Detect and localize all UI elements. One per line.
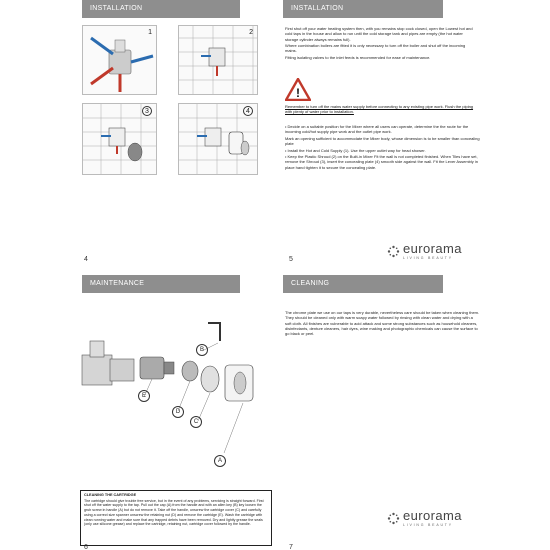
page-number: 7 — [289, 544, 293, 550]
intro-paragraph: First shut off your water heating system then, with you remains stop cock closed, open the Lowest hot and cold taps in the house and allow to run until the cold storage tank and pipes are empty (the hot water storage cylinder always remains full). — [285, 26, 473, 42]
page-number: 5 — [289, 256, 293, 263]
warning-triangle-icon — [285, 78, 311, 106]
brand-name: eurorama — [403, 508, 462, 523]
svg-text:!: ! — [296, 86, 300, 100]
intro-text — [285, 26, 475, 61]
section-header: MAINTENANCE — [82, 275, 240, 293]
installation-figure-3 — [82, 103, 157, 175]
installation-figure-4 — [178, 103, 258, 175]
cleaning-box-text: The cartridge should give trouble free service, but in the event of any problems, servicing is straight forward. First shut off the water supply to the tap. Pull out the cap (A) from the handle and with an allen key (B) key loosen the grub screw in handle (A) but do not remove it. Take off the handle, unscrew the cartridge cover (C) and carefully using a correct size spanner unscrew the retaining nut (D) and remove the cartridge (E). Wash the cartridge with clean running water and make sure that any trapped debris have been removed. Dry and lightly grease the seals (only use silicone grease) and replace the cartridge, retaining nut, cartridge cover followed by the handle. — [84, 498, 264, 527]
installation-figure-2 — [178, 25, 258, 95]
part-label-e: E — [138, 390, 150, 402]
intro-paragraph: Where combination boilers are fitted it is only necessary to turn off the boiler and shut off the incoming mains. — [285, 43, 466, 54]
cleaning-cartridge-box — [80, 490, 272, 546]
cleaning-box-title: CLEANING THE CARTRIDGE — [84, 493, 137, 497]
installation-figure-1 — [82, 25, 157, 95]
brand-mark-icon — [387, 512, 400, 525]
part-label-d: D — [172, 406, 184, 418]
page-5 — [275, 0, 550, 275]
brand-name: eurorama — [403, 241, 462, 256]
page-7 — [275, 275, 550, 550]
brand-logo — [387, 509, 462, 527]
figure-number: 2 — [249, 29, 253, 36]
install-step: • Install the Hot and Cold Supply (1). Use the upper outlet way for head shower. — [285, 147, 426, 153]
brand-tagline: LIVING BEAUTY — [403, 256, 453, 260]
page-4 — [0, 0, 275, 275]
figure-number: 4 — [243, 106, 253, 116]
section-header: INSTALLATION — [82, 0, 240, 18]
exploded-parts-diagram — [80, 315, 260, 475]
section-header: CLEANING — [283, 275, 443, 293]
tiled-wall-illustration — [179, 26, 258, 95]
section-header: INSTALLATION — [283, 0, 443, 18]
part-label-b: B — [196, 344, 208, 356]
install-step: • Keep the Plastic Shroud (2) on the Built-in Mixer Fit the wall is not completed finished. When Tiles have set, remove the Shroud (3), insert the concealing plate (4) smooth side against the wall. Fit the Lever Assembly in place hand tighten it to secure the concealing plate. — [285, 154, 478, 170]
figure-number: 3 — [142, 106, 152, 116]
brand-tagline: LIVING BEAUTY — [403, 523, 453, 527]
warning-text: Remember to turn off the mains water supply before connecting to any existing pipe work. Flush the piping with plenty of water prior to installation. — [285, 104, 474, 115]
figure-number: 1 — [148, 29, 152, 36]
mixer-valve-illustration — [83, 26, 157, 95]
cleaning-text: The chrome plate we use on our taps is very durable, nevertheless care should be taken when cleaning them. They should be cleaned only with warm soapy water followed by rinsing with clean water and drying with a soft cloth. All finishes are vulnerable to acid attack and some strong substances such as household cleaners, disinfectants, denture cleaners, hair dyes, wine making and photographic chemicals can cause the surface to go black or peel. — [285, 310, 480, 337]
install-step: • Decide on a suitable position for the Mixer where all users can operate, determine the the route for the incoming cold/hot supply pipe work and the outlet pipe work. — [285, 124, 469, 135]
intro-paragraph: Fitting isolating valves to the inlet feeds is recommended for ease of maintenance. — [285, 54, 431, 60]
part-label-a: A — [214, 455, 226, 467]
page-number: 6 — [84, 544, 88, 550]
part-label-c: C — [190, 416, 202, 428]
install-steps — [285, 124, 480, 171]
brand-logo — [387, 242, 462, 260]
page-number: 4 — [84, 256, 88, 263]
brand-mark-icon — [387, 245, 400, 258]
install-step: Mark an opening sufficient to accommodate the Mixer body, whose dimension is to be smaller than concealing plate — [285, 135, 480, 147]
